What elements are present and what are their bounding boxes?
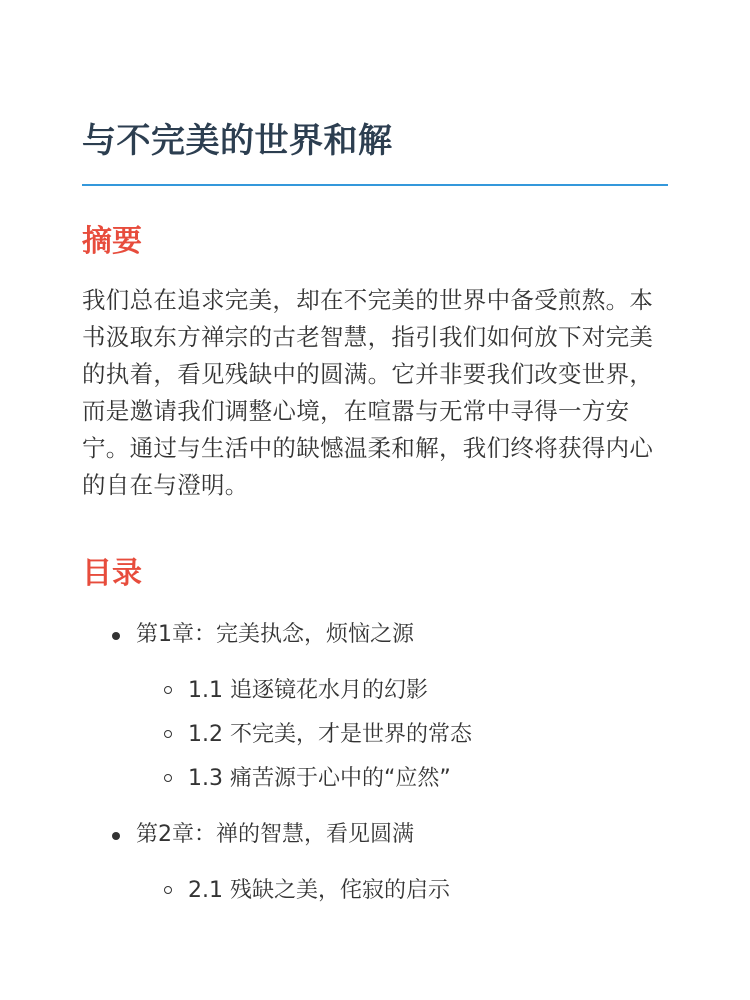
bullet-circle-icon	[164, 730, 172, 738]
toc-section-item	[112, 669, 672, 713]
toc-chapter-row	[112, 615, 672, 655]
bullet-disc-icon	[112, 632, 120, 640]
toc-chapter-2	[112, 815, 672, 913]
toc-section-list	[112, 669, 672, 801]
summary-paragraph: 我们总在追求完美，却在不完美的世界中备受煎熬。本书汲取东方禅宗的古老智慧，指引我们如何放下对完美的执着，看见残缺中的圆满。它并非要我们改变世界，而是邀请我们调整心境，在喧嚣与无常中寻得一方安宁。通过与生活中的缺憾温柔和解，我们终将获得内心的自在与澄明。	[82, 286, 654, 499]
toc-section-label: 1.2 不完美，才是世界的常态	[188, 722, 472, 747]
summary-heading: 摘要	[82, 224, 142, 259]
table-of-contents	[112, 615, 672, 913]
toc-section-item	[112, 869, 672, 913]
page-title: 与不完美的世界和解	[82, 121, 393, 161]
bullet-circle-icon	[164, 686, 172, 694]
bullet-circle-icon	[164, 886, 172, 894]
toc-chapter-label: 第1章：完美执念，烦恼之源	[136, 622, 414, 647]
toc-heading: 目录	[82, 556, 142, 591]
toc-section-item	[112, 757, 672, 801]
bullet-disc-icon	[112, 832, 120, 840]
toc-chapter-row	[112, 815, 672, 855]
toc-section-list	[112, 869, 672, 913]
bullet-circle-icon	[164, 774, 172, 782]
toc-chapter-label: 第2章：禅的智慧，看见圆满	[136, 822, 414, 847]
toc-section-label: 1.3 痛苦源于心中的“应然”	[188, 766, 451, 791]
toc-section-label: 1.1 追逐镜花水月的幻影	[188, 678, 428, 703]
toc-chapter-1	[112, 615, 672, 801]
title-divider	[82, 184, 668, 186]
toc-section-label: 2.1 残缺之美，侘寂的启示	[188, 878, 450, 903]
toc-section-item	[112, 713, 672, 757]
